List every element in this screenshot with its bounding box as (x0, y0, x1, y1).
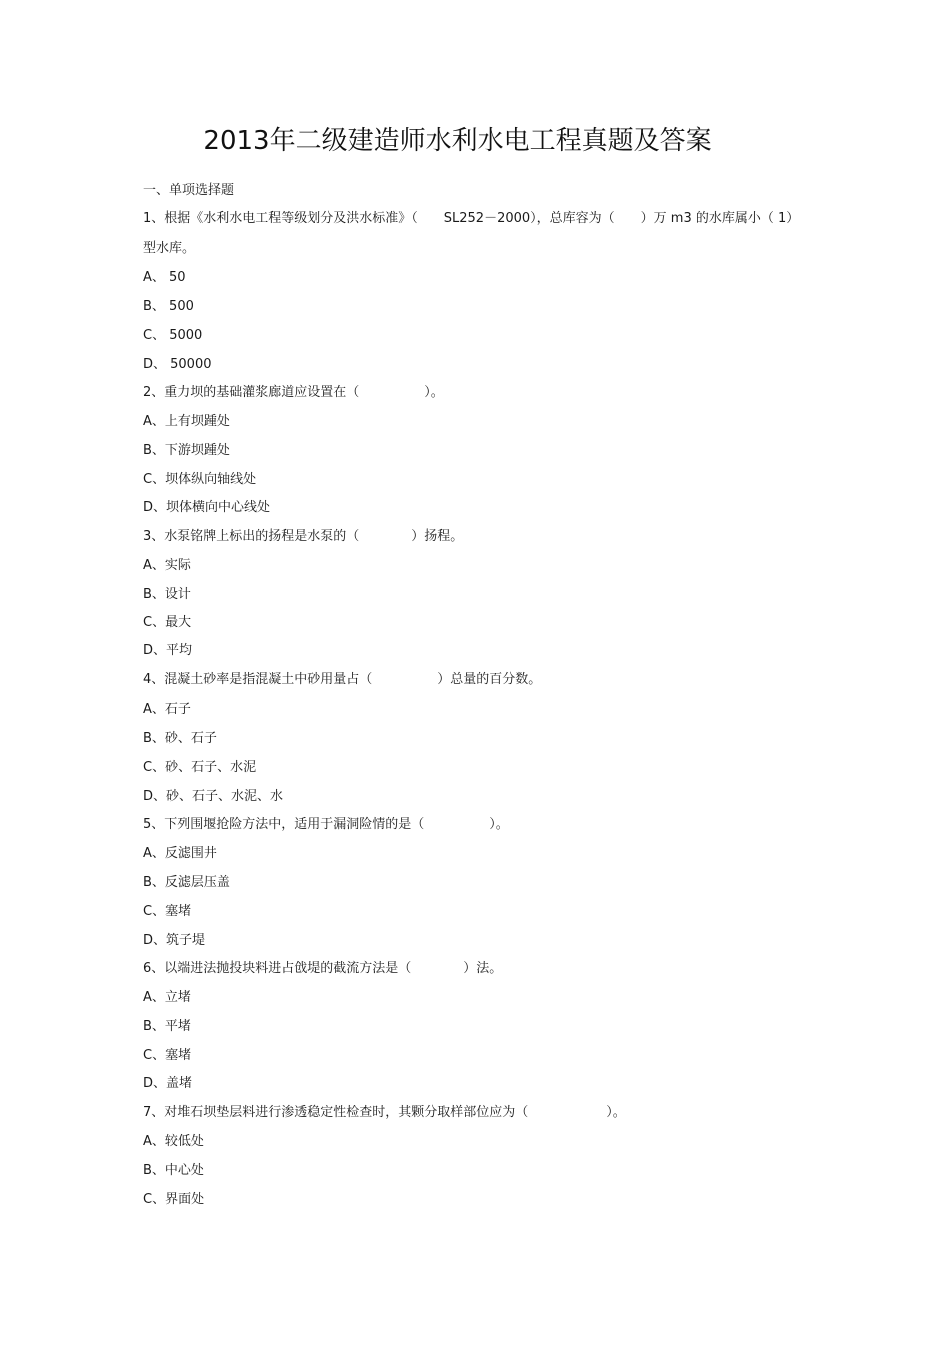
q4-option-c: C、砂、石子、水泥 (143, 760, 257, 775)
q4-option-a: A、石子 (143, 702, 191, 717)
document-title: 2013年二级建造师水利水电工程真题及答案 (203, 126, 712, 156)
q5-option-a: A、反滤围井 (143, 846, 217, 861)
q3-option-d: D、平均 (143, 643, 193, 658)
question-6: 6、以端进法抛投块料进占戗堤的截流方法是（ ）法。 (143, 961, 503, 976)
q1-option-a: A、 50 (143, 270, 186, 285)
question-1-continued: 型水库。 (143, 241, 196, 256)
question-2: 2、重力坝的基础灌浆廊道应设置在（ ）。 (143, 385, 444, 400)
q3-option-c: C、最大 (143, 615, 192, 630)
q2-option-a: A、上有坝踵处 (143, 414, 230, 429)
q4-option-b: B、砂、石子 (143, 731, 217, 746)
q7-option-b: B、中心处 (143, 1163, 204, 1178)
question-7: 7、对堆石坝垫层料进行渗透稳定性检查时，其颗分取样部位应为（ ）。 (143, 1105, 626, 1120)
q7-option-a: A、较低处 (143, 1134, 204, 1149)
q4-option-d: D、砂、石子、水泥、水 (143, 789, 284, 804)
question-5: 5、下列围堰抢险方法中，适用于漏洞险情的是（ ）。 (143, 817, 509, 832)
section-heading: 一、单项选择题 (143, 183, 235, 198)
question-1: 1、根据《水利水电工程等级划分及洪水标准》（ SL252－2000），总库容为（ ）万 m3 的水库属小（ 1） (143, 211, 800, 226)
q3-option-a: A、实际 (143, 558, 191, 573)
q1-option-c: C、 5000 (143, 328, 203, 343)
q3-option-b: B、设计 (143, 587, 191, 602)
q6-option-c: C、塞堵 (143, 1048, 192, 1063)
q2-option-d: D、坝体横向中心线处 (143, 500, 271, 515)
question-4: 4、混凝土砂率是指混凝土中砂用量占（ ）总量的百分数。 (143, 672, 542, 687)
q6-option-d: D、盖堵 (143, 1076, 193, 1091)
q5-option-d: D、筑子堤 (143, 933, 206, 948)
q1-option-b: B、 500 (143, 299, 194, 314)
q6-option-a: A、立堵 (143, 990, 191, 1005)
q6-option-b: B、平堵 (143, 1019, 191, 1034)
q5-option-b: B、反滤层压盖 (143, 875, 230, 890)
q5-option-c: C、塞堵 (143, 904, 192, 919)
q1-option-d: D、 50000 (143, 357, 212, 372)
q2-option-c: C、坝体纵向轴线处 (143, 472, 257, 487)
q2-option-b: B、下游坝踵处 (143, 443, 230, 458)
q7-option-c: C、界面处 (143, 1192, 205, 1207)
question-3: 3、水泵铭牌上标出的扬程是水泵的（ ）扬程。 (143, 529, 464, 544)
